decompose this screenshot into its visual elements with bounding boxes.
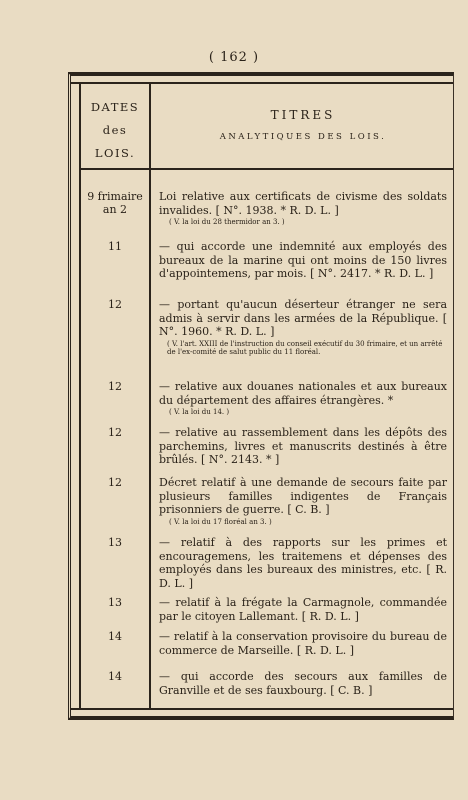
entry-text-block — [159, 630, 447, 657]
rule — [79, 84, 81, 708]
entry-note: ( V. la loi du 28 thermidor an 3. ) — [169, 218, 285, 226]
header-lois-word: LOIS. — [94, 146, 136, 160]
entry-text-block — [159, 426, 447, 467]
entry-date: 12 — [108, 426, 122, 439]
entry-text-block — [159, 596, 447, 623]
entry-text-block — [159, 670, 447, 697]
entry-title: — qui accorde une indemnité aux employés des bureaux de la marine qui ont moins de 150 livres d'appointemens, par mois. [ N°. 2417. * R. D. L. ] — [159, 240, 447, 280]
entry-note: ( V. l'art. XXIII de l'instruction du conseil exécutif du 30 frimaire, et un arrêté de l'ex-comité de salut public du 11 floréal. — [167, 339, 443, 356]
entry-date: 9 frimaire an 2 — [87, 190, 143, 216]
entry-title: — relative aux douanes nationales et aux bureaux du département des affaires étrangères. * — [159, 380, 447, 407]
entry-date: 12 — [108, 298, 122, 311]
law-table — [68, 72, 454, 720]
column-divider — [149, 84, 151, 708]
entry-title: — relative au rassemblement dans les dépôts des parchemins, livres et manuscrits destinés à être brûlés. [ N°. 2143. * ] — [159, 426, 447, 466]
header-subtitle: ANALYTIQUES DES LOIS. — [219, 132, 387, 142]
entry-date: 13 — [108, 596, 122, 609]
entry-note: ( V. la loi du 17 floréal an 3. ) — [169, 517, 272, 526]
entry-title: Loi relative aux certificats de civisme des soldats invalides. [ N°. 1938. * R. D. L. ] — [159, 190, 447, 217]
entry-title: — portant qu'aucun déserteur étranger ne sera admis à servir dans les armées de la République. [ N°. 1960. * R. D. L. ] — [159, 298, 447, 338]
page-number: ( 162 ) — [208, 50, 260, 65]
entry-text-block — [159, 298, 447, 357]
entry-text-block — [159, 536, 447, 590]
header-divider — [79, 168, 453, 170]
entry-date: 14 — [108, 670, 122, 683]
titles-column-header — [155, 108, 451, 142]
entry-date: 11 — [108, 240, 122, 253]
entry-text-block — [159, 240, 447, 281]
entry-title: Décret relatif à une demande de secours faite par plusieurs familles indigentes de Français prisonniers de guerre. [ C. B. ] — [159, 476, 447, 516]
entry-note: ( V. la loi du 14. ) — [169, 408, 230, 416]
entry-text-block — [159, 380, 447, 417]
entry-text-block — [159, 190, 447, 227]
header-titres: TITRES — [270, 108, 336, 122]
rule — [71, 82, 453, 84]
entry-date: 13 — [108, 536, 122, 549]
dates-column-header — [83, 96, 147, 165]
entry-date: 14 — [108, 630, 122, 643]
entry-text-block — [159, 476, 447, 526]
entry-title: — qui accorde des secours aux familles de Granville et de ses fauxbourg. [ C. B. ] — [159, 670, 447, 697]
entry-title: — relatif à la conservation provisoire du bureau de commerce de Marseille. [ R. D. L. ] — [159, 630, 447, 657]
entry-date: 12 — [108, 380, 122, 393]
header-dates-word: DATES — [90, 100, 140, 114]
rule — [71, 708, 453, 710]
header-des-word: des — [102, 123, 128, 137]
entry-title: — relatif à des rapports sur les primes et encouragemens, les traitemens et dépenses des employés dans les bureaux des ministres, etc. [ R. D. L. ] — [159, 536, 447, 590]
entry-title: — relatif à la frégate la Carmagnole, commandée par le citoyen Lallemant. [ R. D. L. ] — [159, 596, 447, 623]
entry-date: 12 — [108, 476, 122, 489]
